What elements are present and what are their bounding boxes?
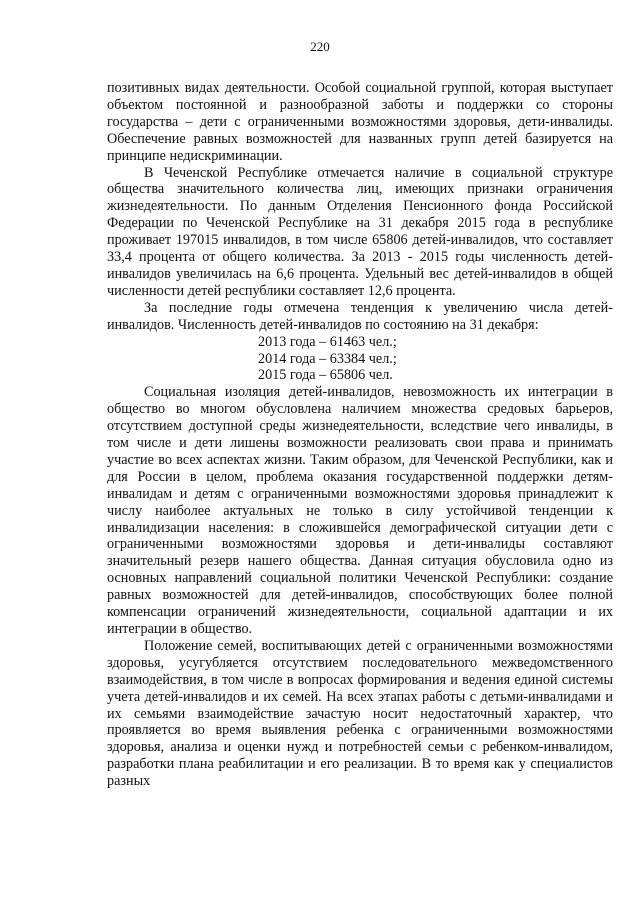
disabled-children-stats-list: [107, 334, 613, 385]
paragraph-social-isolation: Социальная изоляция детей-инвалидов, невозможность их интеграции в общество во многом обусловлена наличием множества средовых барьеров, отсутствием доступной среды жизнедеятельности, вследствие чего инвалиды, в том числе и дети лишены возможности реализовать свои права и принимать участие во всех аспектах жизни. Таким образом, для Чеченской Республики, как и для России в целом, проблема оказания государственной поддержки детям-инвалидам и детям с ограниченными возможностями здоровья принадлежит к числу наиболее актуальных не только в силу устойчивой тенденции к инвалидизации населения: в сложившейся демографической ситуации дети с ограниченными возможностями здоровья и дети-инвалиды составляют значительный резерв нашего общества. Данная ситуация обусловила одно из основных направлений социальной политики Чеченской Республики: создание равных возможностей для детей-инвалидов, способствующих более полной компенсации ограничений жизнедеятельности, социальной адаптации и их интеграции в общество.: [107, 384, 613, 637]
paragraph-trend: За последние годы отмечена тенденция к увеличению числа детей-инвалидов. Численность детей-инвалидов по состоянию на 31 декабря:: [107, 299, 613, 333]
stats-item-2013: 2013 года – 61463 чел.;: [258, 333, 397, 350]
page-number: 220: [310, 39, 330, 54]
document-body: [107, 80, 613, 790]
paragraph-continued: позитивных видах деятельности. Особой социальной группой, которая выступает объектом постоянной и разнообразной заботы и поддержки со стороны государства – дети с ограниченными возможностями здоровья, дети-инвалиды. Обеспечение равных возможностей для названных групп детей базируется на принципе недискриминации.: [107, 80, 613, 164]
paragraph-disabled-population: В Чеченской Республике отмечается наличие в социальной структуре общества значительного количества лиц, имеющих признаки ограничения жизнедеятельности. По данным Отделения Пенсионного фонда Российской Федерации по Чеченской Республике на 31 декабря 2015 года в республике проживает 197015 инвалидов, в том числе 65806 детей-инвалидов, что составляет 33,4 процента от общего количества. За 2013 - 2015 годы численность детей-инвалидов увеличилась на 6,6 процента. Удельный вес детей-инвалидов в общей численности детей республики составляет 12,6 процента.: [107, 164, 613, 299]
stats-item-2015: 2015 года – 65806 чел.: [258, 367, 393, 384]
stats-item-2014: 2014 года – 63384 чел.;: [258, 350, 397, 367]
paragraph-family-situation: Положение семей, воспитывающих детей с ограниченными возможностями здоровья, усугубляется отсутствием последовательного межведомственного взаимодействия, в том числе в вопросах формирования и ведения единой системы учета детей-инвалидов и их семей. На всех этапах работы с детьми-инвалидами и их семьями взаимодействие зачастую носит недостаточный характер, что проявляется во время выявления ребенка с ограниченными возможностями здоровья, анализа и оценки нужд и потребностей семьи с ребенком-инвалидом, разработки плана реабилитации и его реализации. В то время как у специалистов разных: [107, 637, 613, 790]
